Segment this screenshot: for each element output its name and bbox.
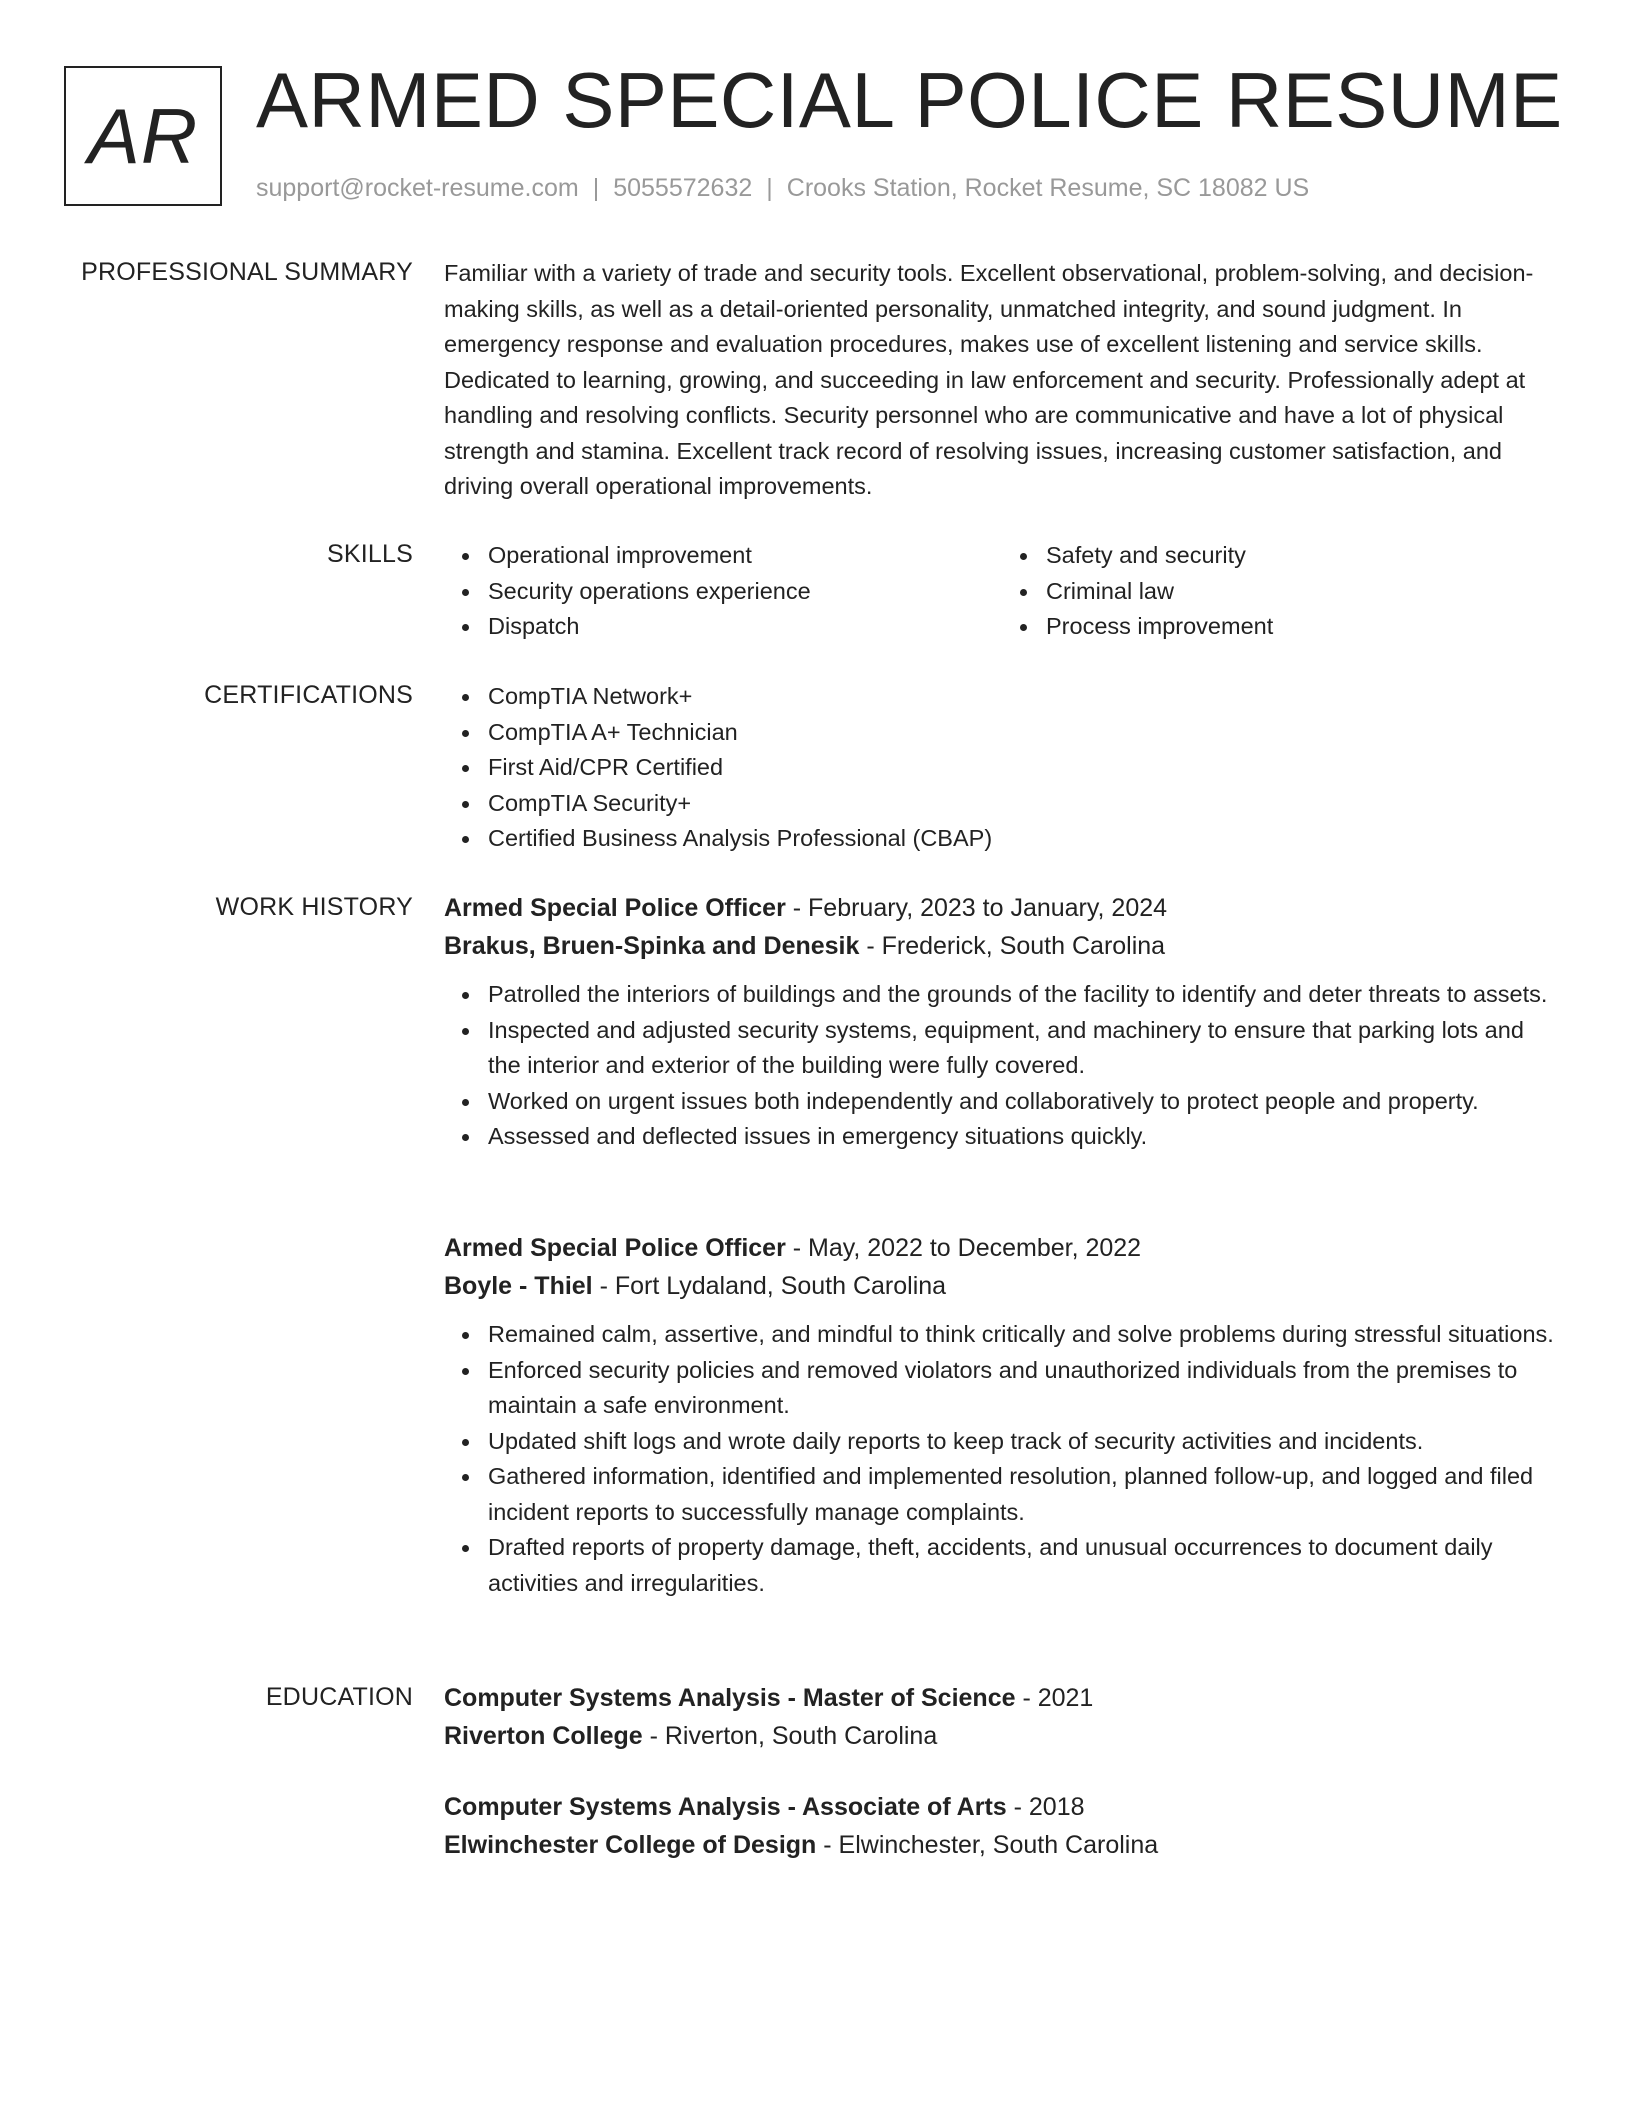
education-degree: Computer Systems Analysis - Master of Science [444, 1684, 1016, 1712]
job-duty-item: Assessed and deflected issues in emergency situations quickly. [488, 1119, 1560, 1155]
job-duties-list [444, 977, 1560, 1155]
job-title: Armed Special Police Officer [444, 894, 786, 922]
education-degree: Computer Systems Analysis - Associate of Arts [444, 1793, 1007, 1821]
education-school: Riverton College [444, 1722, 643, 1750]
job-title: Armed Special Police Officer [444, 1234, 786, 1262]
section-label-summary: PROFESSIONAL SUMMARY [81, 258, 413, 286]
education-degree-line [444, 1679, 1560, 1717]
education-school-line [444, 1717, 1560, 1755]
skill-item: Operational improvement [488, 538, 1002, 574]
job-entry [444, 889, 1560, 1155]
job-title-line [444, 1229, 1560, 1267]
skill-item: Dispatch [488, 609, 1002, 645]
job-entry [444, 1229, 1560, 1601]
job-duty-item: Remained calm, assertive, and mindful to think critically and solve problems during stressful situations. [488, 1317, 1560, 1353]
resume-title: ARMED SPECIAL POLICE RESUME [256, 56, 1563, 144]
education-year: - 2021 [1015, 1684, 1094, 1712]
education-entry [444, 1679, 1560, 1755]
education-degree-line [444, 1788, 1560, 1826]
skill-item: Process improvement [1046, 609, 1560, 645]
contact-separator: | [766, 174, 773, 202]
contact-email[interactable]: support@rocket-resume.com [256, 174, 579, 202]
job-duty-item: Drafted reports of property damage, theft, accidents, and unusual occurrences to document daily activities and irregularities. [488, 1530, 1560, 1601]
certification-item: Certified Business Analysis Professional (CBAP) [488, 821, 1560, 857]
section-label-skills: SKILLS [327, 540, 413, 568]
job-location: - Fort Lydaland, South Carolina [592, 1272, 947, 1300]
section-label-education: EDUCATION [265, 1683, 413, 1711]
summary-text: Familiar with a variety of trade and security tools. Excellent observational, problem-solving, and decision-making skills, as well as a detail-oriented personality, unmatched integrity, and sound judgment. In emergency response and evaluation procedures, makes use of excellent listening and service skills. Dedicated to learning, growing, and succeeding in law enforcement and security. Professionally adept at handling and resolving conflicts. Security personnel who are communicative and have a lot of physical strength and stamina. Excellent track record of resolving issues, increasing customer satisfaction, and driving overall operational improvements. [444, 260, 1534, 499]
skill-item: Security operations experience [488, 574, 1002, 610]
certification-item: CompTIA A+ Technician [488, 715, 1560, 751]
skills-columns [444, 538, 1560, 645]
certification-item: First Aid/CPR Certified [488, 750, 1560, 786]
job-duty-item: Enforced security policies and removed violators and unauthorized individuals from the premises to maintain a safe environment. [488, 1353, 1560, 1424]
job-location: - Frederick, South Carolina [859, 932, 1166, 960]
certification-item: CompTIA Security+ [488, 786, 1560, 822]
job-duties-list [444, 1317, 1560, 1601]
job-duty-item: Inspected and adjusted security systems, equipment, and machinery to ensure that parking lots and the interior and exterior of the building were fully covered. [488, 1013, 1560, 1084]
job-title-line [444, 889, 1560, 927]
certifications-section [444, 679, 1560, 857]
job-duty-item: Gathered information, identified and implemented resolution, planned follow-up, and logged and filed incident reports to successfully manage complaints. [488, 1459, 1560, 1530]
contact-address: Crooks Station, Rocket Resume, SC 18082 US [786, 174, 1310, 202]
education-school: Elwinchester College of Design [444, 1831, 817, 1859]
job-company-line [444, 1267, 1560, 1305]
certification-item: CompTIA Network+ [488, 679, 1560, 715]
job-duty-item: Updated shift logs and wrote daily reports to keep track of security activities and incidents. [488, 1424, 1560, 1460]
section-label-work-history: WORK HISTORY [215, 893, 413, 921]
monogram-badge: AR [64, 66, 222, 206]
contact-separator: | [592, 174, 600, 202]
contact-line [256, 174, 1309, 203]
education-school-line [444, 1826, 1560, 1864]
job-duty-item: Patrolled the interiors of buildings and the grounds of the facility to identify and deter threats to assets. [488, 977, 1560, 1013]
contact-phone[interactable]: 5055572632 [613, 174, 753, 202]
education-year: - 2018 [1006, 1793, 1085, 1821]
certifications-list [444, 679, 1560, 857]
skills-list-right [1002, 538, 1560, 645]
section-label-certifications: CERTIFICATIONS [204, 681, 413, 709]
skills-section [444, 538, 1560, 645]
skill-item: Safety and security [1046, 538, 1560, 574]
job-dates: - May, 2022 to December, 2022 [785, 1234, 1142, 1262]
job-dates: - February, 2023 to January, 2024 [785, 894, 1168, 922]
skill-item: Criminal law [1046, 574, 1560, 610]
summary-section [444, 256, 1560, 505]
job-company: Boyle - Thiel [444, 1272, 593, 1300]
job-company: Brakus, Bruen-Spinka and Denesik [444, 932, 860, 960]
education-location: - Riverton, South Carolina [642, 1722, 938, 1750]
skills-list-left [444, 538, 1002, 645]
education-location: - Elwinchester, South Carolina [816, 1831, 1159, 1859]
education-entry [444, 1788, 1560, 1864]
job-duty-item: Worked on urgent issues both independently and collaboratively to protect people and property. [488, 1084, 1560, 1120]
job-company-line [444, 927, 1560, 965]
